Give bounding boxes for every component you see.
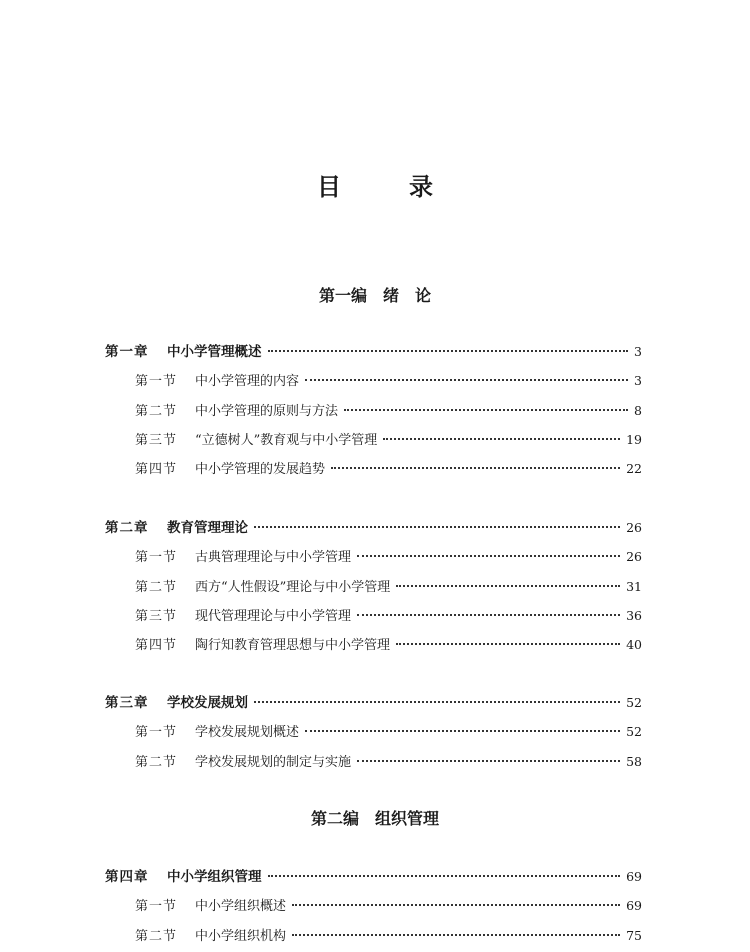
toc-chapter-group-1 — [105, 339, 642, 485]
toc-section-entry[interactable] — [105, 923, 642, 952]
page-number: 31 — [626, 578, 642, 594]
section-title: 中小学组织概述 — [195, 899, 287, 915]
dot-leader — [292, 934, 620, 936]
chapter-title: 中小学管理概述 — [167, 344, 262, 360]
page-number: 3 — [634, 373, 642, 389]
toc-chapter-entry[interactable] — [105, 339, 642, 368]
section-number: 第三节 — [135, 432, 178, 448]
toc-chapter-group-3 — [105, 690, 642, 778]
dot-leader — [268, 875, 621, 877]
section-title: 陶行知教育管理思想与中小学管理 — [195, 638, 391, 654]
toc-chapter-group-2 — [105, 515, 642, 661]
dot-leader — [254, 701, 620, 703]
toc-section-entry[interactable] — [105, 398, 642, 427]
chapter-title: 中小学组织管理 — [167, 869, 262, 885]
section-number: 第一节 — [135, 374, 178, 390]
chapter-number: 第二章 — [105, 520, 149, 536]
dot-leader — [292, 904, 620, 906]
toc-chapter-entry[interactable] — [105, 515, 642, 544]
toc-chapter-group-4 — [105, 864, 642, 952]
chapter-number: 第四章 — [105, 869, 149, 885]
toc-section-entry[interactable] — [105, 749, 642, 778]
dot-leader — [357, 555, 620, 557]
toc-section-entry[interactable] — [105, 719, 642, 748]
page-number: 3 — [634, 344, 642, 359]
section-number: 第一节 — [135, 899, 178, 915]
toc-section-entry[interactable] — [105, 603, 642, 632]
page-number: 52 — [626, 724, 642, 740]
toc-section-entry[interactable] — [105, 632, 642, 661]
section-title: 西方“人性假设”理论与中小学管理 — [195, 579, 391, 595]
toc-section-entry[interactable] — [105, 368, 642, 397]
section-number: 第二节 — [135, 579, 178, 595]
dot-leader — [268, 350, 629, 352]
dot-leader — [254, 526, 620, 528]
part-heading-1: 第一编 绪 论 — [318, 286, 431, 305]
section-title: 中小学管理的原则与方法 — [195, 403, 339, 419]
section-number: 第二节 — [135, 928, 178, 944]
page-number: 52 — [626, 695, 642, 710]
page-number: 69 — [626, 869, 642, 884]
page-number: 69 — [626, 898, 642, 914]
page-number: 22 — [626, 461, 642, 477]
toc-section-entry[interactable] — [105, 544, 642, 573]
dot-leader — [305, 730, 620, 732]
dot-leader — [396, 643, 620, 645]
page-number: 75 — [626, 927, 642, 943]
toc-section-entry[interactable] — [105, 456, 642, 485]
page-number: 26 — [626, 520, 642, 535]
dot-leader — [357, 760, 620, 762]
dot-leader — [305, 379, 628, 381]
section-title: 学校发展规划概述 — [195, 725, 300, 741]
dot-leader — [383, 438, 620, 440]
page-number: 8 — [634, 402, 642, 418]
chapter-number: 第一章 — [105, 344, 149, 360]
section-title: 中小学组织机构 — [195, 928, 287, 944]
dot-leader — [331, 467, 620, 469]
toc-chapter-entry[interactable] — [105, 864, 642, 893]
section-number: 第一节 — [135, 550, 178, 566]
section-number: 第四节 — [135, 638, 178, 654]
section-number: 第一节 — [135, 725, 178, 741]
section-number: 第二节 — [135, 754, 178, 770]
page-number: 19 — [626, 431, 642, 447]
toc-section-entry[interactable] — [105, 427, 642, 456]
dot-leader — [344, 409, 628, 411]
section-title: 学校发展规划的制定与实施 — [195, 754, 352, 770]
section-number: 第四节 — [135, 462, 178, 478]
page-number: 36 — [626, 607, 642, 623]
dot-leader — [357, 614, 620, 616]
toc-section-entry[interactable] — [105, 893, 642, 922]
section-number: 第三节 — [135, 608, 178, 624]
section-title: 中小学管理的发展趋势 — [195, 462, 326, 478]
dot-leader — [396, 585, 620, 587]
part-heading-2: 第二编 组织管理 — [310, 809, 439, 828]
chapter-title: 学校发展规划 — [167, 695, 248, 711]
page-number: 40 — [626, 637, 642, 653]
chapter-number: 第三章 — [105, 695, 149, 711]
section-title: 现代管理理论与中小学管理 — [195, 608, 352, 624]
page-title: 目 录 — [317, 172, 455, 201]
section-title: 古典管理理论与中小学管理 — [195, 550, 352, 566]
section-title: 中小学管理的内容 — [195, 374, 300, 390]
page-number: 26 — [626, 549, 642, 565]
toc-section-entry[interactable] — [105, 574, 642, 603]
chapter-title: 教育管理理论 — [167, 520, 248, 536]
toc-chapter-entry[interactable] — [105, 690, 642, 719]
section-number: 第二节 — [135, 403, 178, 419]
page-number: 58 — [626, 753, 642, 769]
section-title: “立德树人”教育观与中小学管理 — [195, 432, 378, 448]
